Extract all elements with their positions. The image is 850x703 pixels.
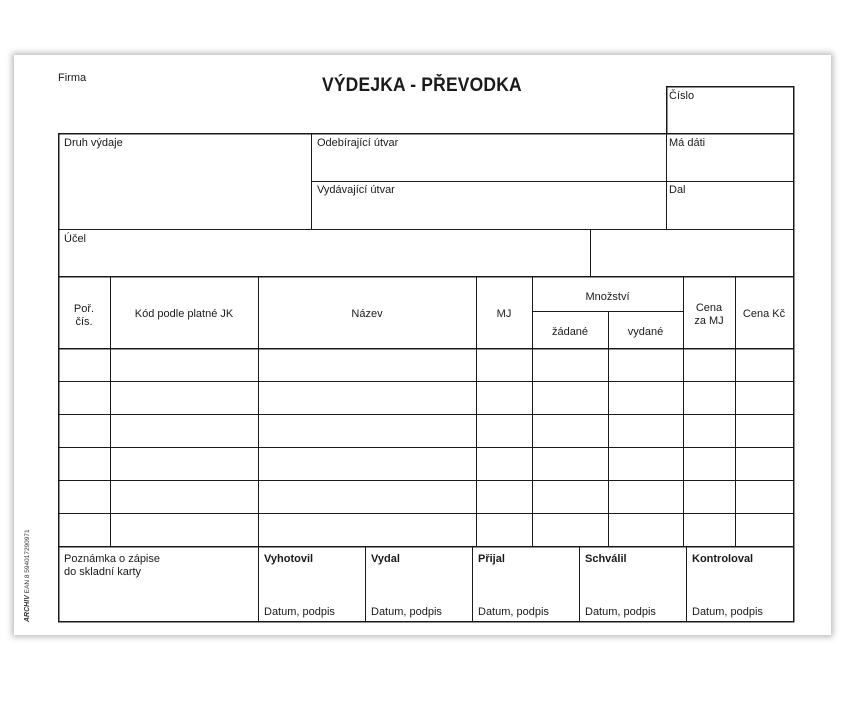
col-vydane: vydané — [627, 326, 664, 338]
col-mj: MJ — [496, 308, 512, 320]
side-logo: ARCHIV — [24, 595, 31, 622]
prijal-datum: Datum, podpis — [478, 606, 549, 618]
firma-label: Firma — [58, 72, 87, 84]
col-zadane: žádané — [551, 326, 589, 338]
schvalil-datum: Datum, podpis — [585, 606, 656, 618]
prijal-label: Přijal — [478, 553, 505, 565]
side-ean: EAN 8 594017290971 — [24, 529, 31, 594]
col-por-line1: Poř. — [73, 303, 95, 315]
vyhotovil-label: Vyhotovil — [264, 553, 314, 565]
kontroloval-label: Kontroloval — [692, 553, 754, 565]
cislo-label: Číslo — [669, 90, 695, 102]
schvalil-label: Schválil — [585, 553, 627, 565]
vyhotovil-datum: Datum, podpis — [264, 606, 335, 618]
vydal-datum: Datum, podpis — [371, 606, 442, 618]
druh-vydaje-label: Druh výdaje — [64, 137, 123, 149]
dal-label: Dal — [669, 184, 686, 196]
col-cena-mj-line2: za MJ — [694, 315, 724, 327]
col-mnozstvi: Množství — [585, 291, 630, 303]
ucel-label: Účel — [64, 233, 87, 245]
col-por-line2: čís. — [75, 316, 93, 328]
col-nazev: Název — [351, 308, 383, 320]
side-print — [24, 529, 31, 622]
col-cena-mj-line1: Cena — [695, 302, 723, 314]
col-kod: Kód podle platné JK — [134, 308, 234, 320]
vydal-label: Vydal — [371, 553, 400, 565]
vydavajici-utvar-label: Vydávající útvar — [317, 184, 395, 196]
ma-dati-label: Má dáti — [669, 137, 706, 149]
poznamka-line1: Poznámka o zápise — [64, 553, 160, 565]
col-cena-kc: Cena Kč — [742, 308, 786, 320]
odebirajici-utvar-label: Odebírající útvar — [317, 137, 399, 149]
poznamka-line2: do skladní karty — [64, 566, 142, 578]
page-title: VÝDEJKA - PŘEVODKA — [322, 75, 522, 96]
kontroloval-datum: Datum, podpis — [692, 606, 763, 618]
